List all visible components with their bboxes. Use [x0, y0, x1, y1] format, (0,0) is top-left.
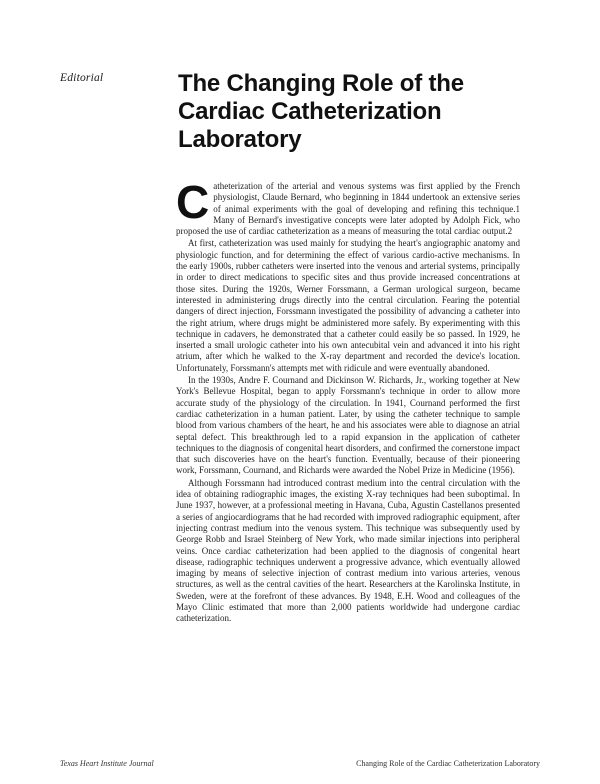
paragraph-3: In the 1930s, Andre F. Cournand and Dickinson W. Richards, Jr., working together at New York's Bellevue Hospital, began to apply Forssmann's technique in order to allow more accurate study of the physiology of the circulation. In 1941, Cournand performed the first cardiac catheterization in a human patient. Later, by using the catheter technique to sample blood from various chambers of the heart, he and his associates were able to diagnose an atrial septal defect. This breakthrough led to a rapid expansion in the application of catheter techniques to the diagnosis of congenital heart disorders, and confirmed the cornerstone impact that such discoveries have on the heart's function. Eventually, because of their pioneering work, Forssmann, Cournand, and Richards were awarded the Nobel Prize in Medicine (1956).: [176, 375, 520, 476]
section-label: Editorial: [60, 72, 104, 84]
article-body: [176, 176, 520, 626]
footer-running-title: Changing Role of the Cardiac Catheterization Laboratory: [356, 759, 540, 768]
drop-cap: C: [176, 176, 210, 228]
paragraph-4: Although Forssmann had introduced contrast medium into the central circulation with the idea of obtaining radiographic images, the existing X-ray techniques had been suboptimal. In June 1937, however, at a professional meeting in Havana, Cuba, Agustin Castellanos presented a series of angiocardiograms that he had recorded with improved radiographic equipment, after injecting contrast medium into the venous system. This technique was subsequently used by George Robb and Israel Steinberg of New York, who made similar injections into peripheral veins. Once cardiac catheterization had been applied to the diagnosis of congenital heart disease, radiographic techniques underwent a progressive advance, which eventually allowed imaging by means of selective injection of contrast medium into various arteries, venous structures, as well as the central cavities of the heart. Researchers at the Karolinska Institute, in Sweden, were at the forefront of these advances. By 1948, E.H. Wood and colleagues of the Mayo Clinic estimated that more than 2,000 patients worldwide had undergone cardiac catheterization.: [176, 477, 520, 624]
paragraph-1: [176, 176, 520, 237]
paragraph-2: At first, catheterization was used mainly for studying the heart's angiographic anatomy and physiologic function, and for determining the effect of various cardio-active mechanisms. In the early 1900s, rubber catheters were inserted into the venous and arterial systems, principally in order to direct medications to specific sites and thus provide increased concentrations at those sites. During the 1920s, Werner Forssmann, a German urological surgeon, became interested in administering drugs directly into the central circulation. Fearing the potential dangers of direct injection, Forssmann investigated the possibility of advancing a catheter into the right atrium, where drugs might be administered more safely. By experimenting with this technique in cadavers, he demonstrated that a catheter could easily be so passed. In 1929, he inserted a small urologic catheter into his own antecubital vein and advanced it into his right atrium, after which he walked to the X-ray department and recorded the device's location. Unfortunately, Forssmann's attempts met with ridicule and were eventually abandoned.: [176, 238, 520, 373]
footer-journal: Texas Heart Institute Journal: [60, 759, 154, 768]
paragraph-1-text: atheterization of the arterial and venous systems was first applied by the French physiologist, Claude Bernard, who beginning in 1844 undertook an extensive series of animal experiments with the goal of developing and refining this technique.1 Many of Bernard's investigative concepts were later adopted by Adolph Fick, who proposed the use of cardiac catheterization as a means of measuring the total cardiac output.2: [176, 181, 520, 237]
article-title: The Changing Role of the Cardiac Catheterization Laboratory: [178, 70, 464, 153]
